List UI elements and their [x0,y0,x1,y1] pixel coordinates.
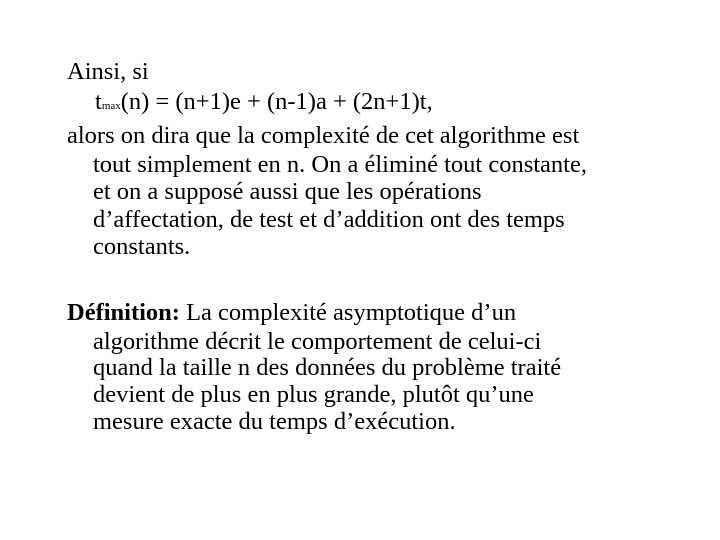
paragraph-line-3: et on a supposé aussi que les opérations [93,178,482,205]
paragraph-line-4: d’affectation, de test et d’addition ont des temps [93,206,565,233]
definition-line-5: mesure exacte du temps d’exécution. [93,408,456,435]
definition-line-4: devient de plus en plus grande, plutôt qu’une [93,381,534,408]
formula-expression: (n) = (n+1)e + (n-1)a + (2n+1)t, [120,88,433,115]
definition-line-2: algorithme décrit le comportement de celui-ci [93,328,542,355]
formula-line [95,88,433,120]
paragraph-line-5: constants. [93,233,191,260]
formula-subscript: max [101,100,121,112]
intro-text: Ainsi, si [67,58,149,85]
paragraph-line-2: tout simplement en n. On a éliminé tout constante, [93,151,587,178]
paragraph-line-1: alors on dira que la complexité de cet algorithme est [67,122,580,149]
formula-t: t [95,88,102,115]
definition-first-text: La complexité asymptotique d’un [179,299,517,326]
definition-line-3: quand la taille n des données du problème traité [93,354,562,381]
definition-label: Définition: [67,299,180,326]
definition-line-1 [67,299,516,327]
